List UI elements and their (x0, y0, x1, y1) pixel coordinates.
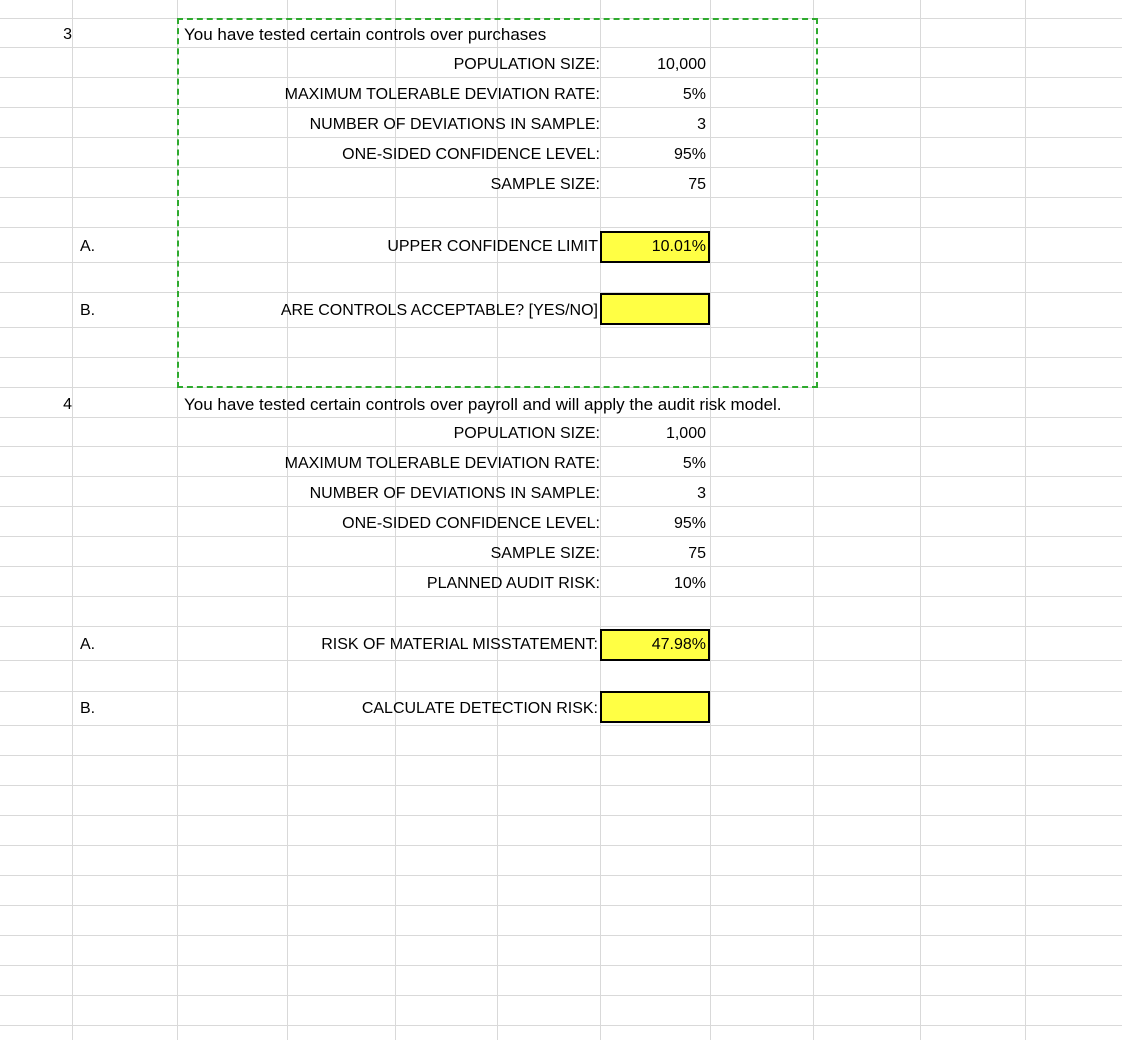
gridline-vertical (177, 0, 178, 1040)
gridline-horizontal (0, 357, 1122, 358)
q3-label-deviations[interactable]: NUMBER OF DEVIATIONS IN SAMPLE: (309, 116, 600, 133)
gridline-vertical (920, 0, 921, 1040)
gridline-horizontal (0, 875, 1122, 876)
gridline-horizontal (0, 995, 1122, 996)
q4-label-planned-audit-risk[interactable]: PLANNED AUDIT RISK: (426, 575, 600, 592)
gridline-horizontal (0, 107, 1122, 108)
q4-part-a-marker[interactable]: A. (80, 636, 96, 653)
gridline-horizontal (0, 18, 1122, 19)
gridline-horizontal (0, 506, 1122, 507)
gridline-horizontal (0, 227, 1122, 228)
gridline-vertical (1025, 0, 1026, 1040)
q3-label-deviation-rate[interactable]: MAXIMUM TOLERABLE DEVIATION RATE: (284, 86, 600, 103)
gridline-vertical (813, 0, 814, 1040)
q3-value-confidence[interactable]: 95% (673, 146, 706, 163)
q4-detection-risk-cell[interactable] (600, 691, 710, 723)
q4-value-population[interactable]: 1,000 (665, 425, 706, 442)
q3-upper-confidence-limit-cell[interactable]: 10.01% (600, 231, 710, 263)
q3-part-a-label[interactable]: UPPER CONFIDENCE LIMIT (387, 238, 598, 255)
q4-value-confidence[interactable]: 95% (673, 515, 706, 532)
gridline-horizontal (0, 446, 1122, 447)
q4-value-deviation-rate[interactable]: 5% (682, 455, 706, 472)
gridline-horizontal (0, 197, 1122, 198)
gridline-horizontal (0, 77, 1122, 78)
gridline-horizontal (0, 47, 1122, 48)
q4-risk-of-material-misstatement-cell[interactable]: 47.98% (600, 629, 710, 661)
q4-part-a-label[interactable]: RISK OF MATERIAL MISSTATEMENT: (321, 636, 598, 653)
gridline-horizontal (0, 1025, 1122, 1026)
gridline-horizontal (0, 691, 1122, 692)
gridline-horizontal (0, 476, 1122, 477)
q4-label-sample-size[interactable]: SAMPLE SIZE: (490, 545, 600, 562)
q4-label-population[interactable]: POPULATION SIZE: (453, 425, 600, 442)
gridline-vertical (710, 0, 711, 1040)
q3-controls-acceptable-cell[interactable] (600, 293, 710, 325)
q4-intro[interactable]: You have tested certain controls over payroll and will apply the audit risk model. (184, 395, 782, 414)
gridline-horizontal (0, 167, 1122, 168)
q3-value-deviation-rate[interactable]: 5% (682, 86, 706, 103)
gridline-horizontal (0, 965, 1122, 966)
gridline-horizontal (0, 327, 1122, 328)
q4-value-deviations[interactable]: 3 (697, 485, 706, 502)
row-header-q3: 3 (63, 26, 72, 43)
q3-part-b-marker[interactable]: B. (80, 302, 96, 319)
gridline-horizontal (0, 262, 1122, 263)
gridline-horizontal (0, 137, 1122, 138)
gridline-horizontal (0, 845, 1122, 846)
gridline-horizontal (0, 785, 1122, 786)
q3-value-deviations[interactable]: 3 (697, 116, 706, 133)
gridline-horizontal (0, 536, 1122, 537)
gridline-horizontal (0, 596, 1122, 597)
q3-value-sample-size[interactable]: 75 (688, 176, 706, 193)
gridline-horizontal (0, 815, 1122, 816)
gridline-horizontal (0, 626, 1122, 627)
gridline-horizontal (0, 660, 1122, 661)
q4-part-b-marker[interactable]: B. (80, 700, 96, 717)
q3-value-population[interactable]: 10,000 (657, 56, 706, 73)
q4-label-deviation-rate[interactable]: MAXIMUM TOLERABLE DEVIATION RATE: (284, 455, 600, 472)
gridline-horizontal (0, 292, 1122, 293)
q4-part-b-label[interactable]: CALCULATE DETECTION RISK: (361, 700, 598, 717)
gridline-horizontal (0, 935, 1122, 936)
q4-value-sample-size[interactable]: 75 (688, 545, 706, 562)
gridline-horizontal (0, 387, 1122, 388)
gridline-horizontal (0, 905, 1122, 906)
q4-label-deviations[interactable]: NUMBER OF DEVIATIONS IN SAMPLE: (309, 485, 600, 502)
q3-label-population[interactable]: POPULATION SIZE: (453, 56, 600, 73)
row-header-q4: 4 (63, 396, 72, 413)
q3-label-sample-size[interactable]: SAMPLE SIZE: (490, 176, 600, 193)
q4-label-confidence[interactable]: ONE-SIDED CONFIDENCE LEVEL: (342, 515, 600, 532)
gridline-horizontal (0, 417, 1122, 418)
q3-part-a-marker[interactable]: A. (80, 238, 96, 255)
q4-value-planned-audit-risk[interactable]: 10% (673, 575, 706, 592)
gridline-vertical (72, 0, 73, 1040)
gridline-horizontal (0, 755, 1122, 756)
gridline-horizontal (0, 725, 1122, 726)
q3-intro[interactable]: You have tested certain controls over purchases (184, 25, 547, 44)
gridline-horizontal (0, 566, 1122, 567)
q3-label-confidence[interactable]: ONE-SIDED CONFIDENCE LEVEL: (342, 146, 600, 163)
q3-part-b-label[interactable]: ARE CONTROLS ACCEPTABLE? [YES/NO] (280, 302, 598, 319)
